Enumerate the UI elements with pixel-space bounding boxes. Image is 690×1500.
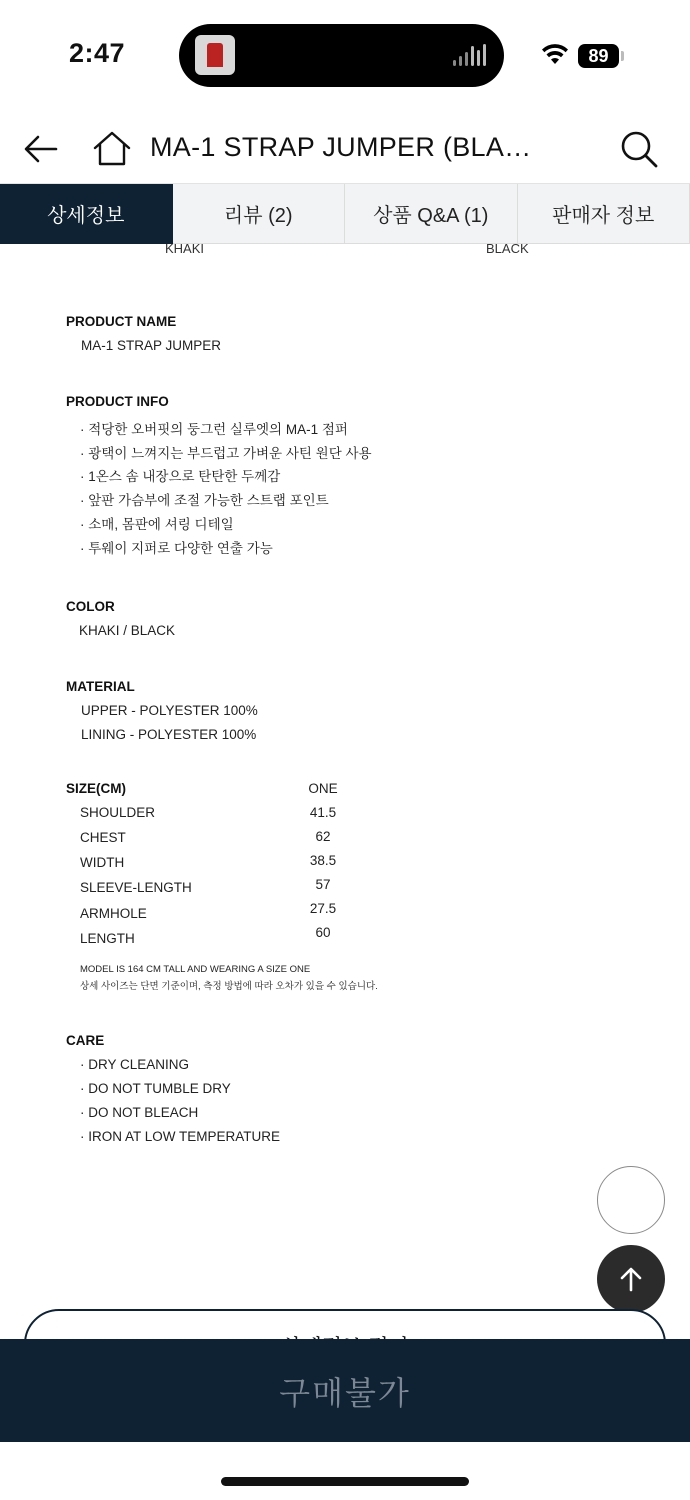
product-info-item: · 앞판 가슴부에 조절 가능한 스트랩 포인트 [80,493,329,508]
size-column-header: ONE [308,781,338,796]
model-size-note: MODEL IS 164 CM TALL AND WEARING A SIZE ONE [80,964,311,975]
scroll-to-top-button[interactable] [597,1245,665,1313]
size-row-value: 41.5 [309,805,337,820]
product-info-item: · 1온스 솜 내장으로 탄탄한 두께감 [80,469,281,484]
size-row-value: 62 [315,829,331,844]
purchase-unavailable-bar[interactable] [0,1339,690,1442]
care-item: · DO NOT BLEACH [80,1105,199,1120]
size-row-value: 38.5 [309,853,337,868]
search-icon[interactable] [618,128,660,170]
size-row-label: SHOULDER [80,805,156,820]
wifi-icon [540,42,570,66]
size-row-label: ARMHOLE [80,906,147,921]
care-item: · DRY CLEANING [80,1057,190,1072]
floating-action-button[interactable] [597,1166,665,1234]
material-item: UPPER - POLYESTER 100% [81,703,258,718]
battery-tip [621,51,624,61]
section-heading-material: MATERIAL [66,679,135,694]
arrow-left-icon[interactable] [20,128,62,170]
product-info-item: · 소매, 몸판에 셔링 디테일 [80,517,234,532]
section-heading-size: SIZE(CM) [66,781,126,796]
size-row-value: 27.5 [309,901,337,916]
status-bar [0,0,690,110]
purchase-button-label: 구매불가 [279,1374,411,1411]
product-detail-content [0,243,690,1343]
app-header [0,118,690,182]
section-heading-care: CARE [66,1033,105,1048]
arrow-up-icon [616,1264,646,1294]
size-row-label: SLEEVE-LENGTH [80,880,192,895]
home-indicator[interactable] [221,1477,469,1486]
section-heading-product-info: PRODUCT INFO [66,394,169,409]
product-info-item: · 적당한 오버핏의 둥그런 실루엣의 MA-1 점퍼 [80,422,348,437]
product-info-item: · 광택이 느껴지는 부드럽고 가벼운 사틴 원단 사용 [80,446,372,461]
care-item: · DO NOT TUMBLE DRY [80,1081,231,1096]
size-row-label: CHEST [80,830,126,845]
product-name-value: MA-1 STRAP JUMPER [81,338,222,353]
tab-qna[interactable]: 상품 Q&A (1) [345,184,518,244]
audio-level-icon [453,44,486,66]
size-row-label: WIDTH [80,855,125,870]
product-info-item: · 투웨이 지퍼로 다양한 연출 가능 [80,541,273,556]
care-item: · IRON AT LOW TEMPERATURE [80,1129,281,1144]
section-heading-product-name: PRODUCT NAME [66,314,177,329]
status-time: 2:47 [69,38,126,68]
section-heading-color: COLOR [66,599,115,614]
tab-reviews[interactable]: 리뷰 (2) [173,184,346,244]
home-icon[interactable] [92,128,132,170]
size-row-label: LENGTH [80,931,135,946]
material-item: LINING - POLYESTER 100% [81,727,257,742]
color-value: KHAKI / BLACK [79,623,176,638]
image-label-khaki: KHAKI [165,243,205,256]
size-row-value: 60 [315,925,331,940]
size-measure-note: 상세 사이즈는 단면 기준이며, 측정 방법에 따라 오차가 있을 수 있습니다. [80,981,378,992]
page-title: MA-1 STRAP JUMPER (BLA… [150,132,532,162]
dynamic-island[interactable] [179,24,504,87]
tab-detail-info[interactable]: 상세정보 [0,184,173,244]
size-row-value: 57 [315,877,331,892]
tab-seller-info[interactable]: 판매자 정보 [518,184,690,244]
detail-tabs [0,183,690,243]
image-label-black: BLACK [486,243,529,256]
battery-indicator: 89 [578,44,619,68]
now-playing-thumbnail[interactable] [195,35,235,75]
